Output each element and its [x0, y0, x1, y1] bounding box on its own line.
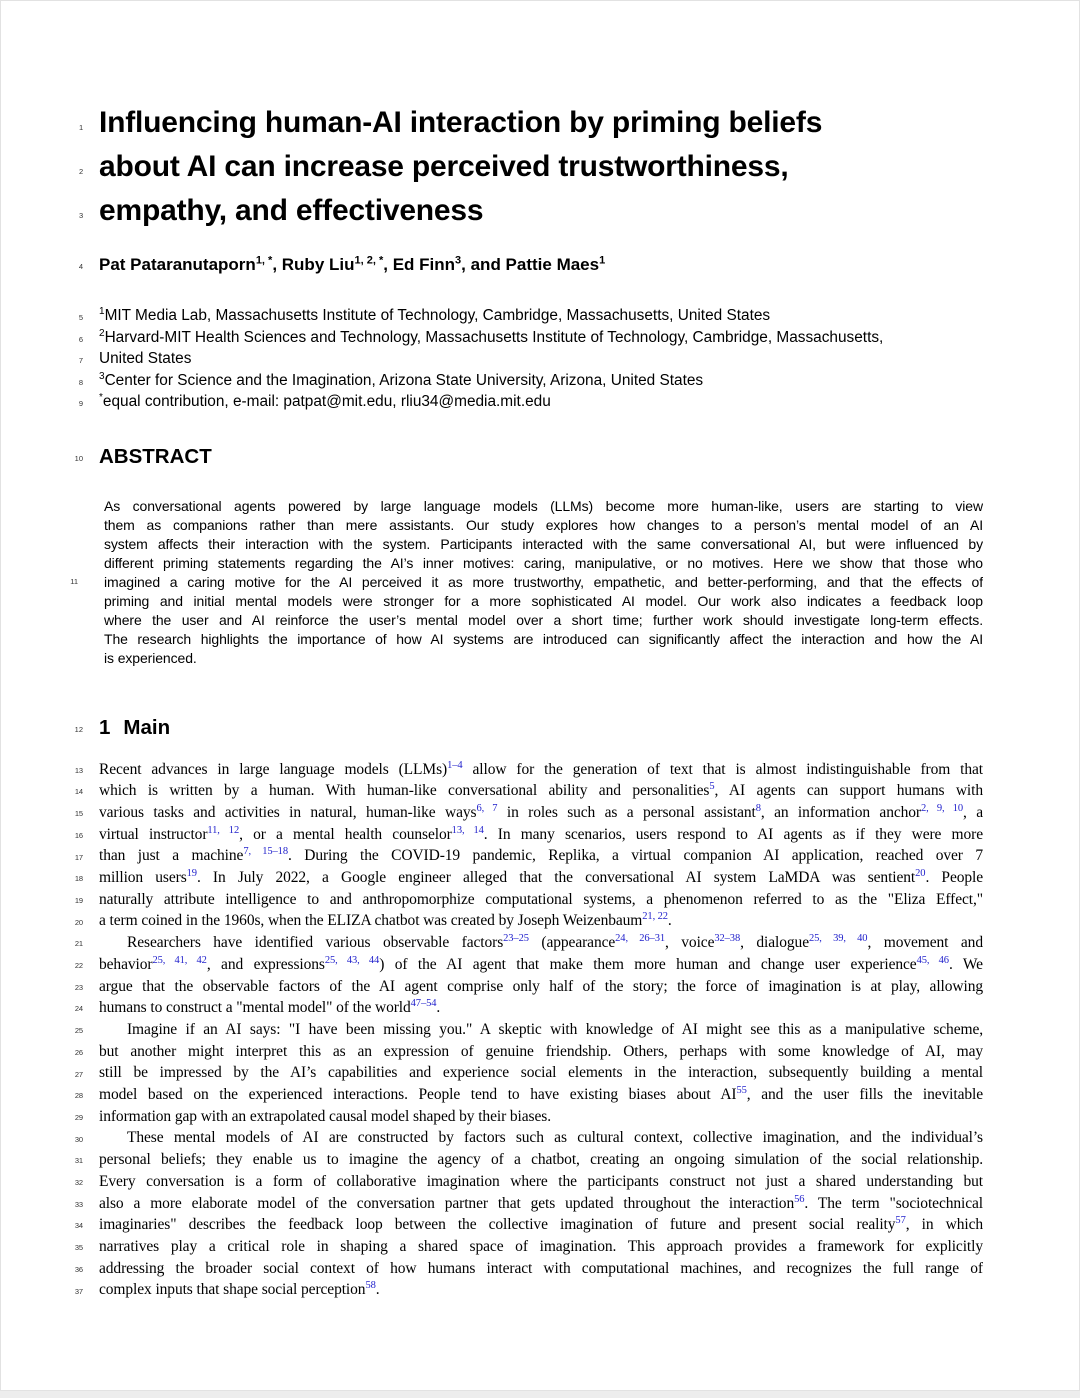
body-line — [74, 1127, 983, 1149]
citation-ref[interactable]: 47–54 — [410, 998, 437, 1010]
line-number: 4 — [78, 261, 83, 271]
line-number: 35 — [74, 1243, 83, 1253]
line-number: 7 — [78, 356, 83, 365]
body-line-text: virtual instructor$^{11, 12}$, or a mental health counselor$^{13, 14}$. In many scenarios, users respond to AI agents as if they were more — [99, 824, 983, 843]
affiliation-line — [78, 370, 983, 392]
line-number: 12 — [74, 725, 83, 734]
body-line — [74, 997, 983, 1019]
line-number: 36 — [74, 1264, 83, 1274]
citation-ref[interactable]: 21, 22 — [642, 911, 668, 923]
body-line-text: narratives play a critical role in shaping a shared space of imagination. This approach provides a framework for explicitly — [99, 1237, 983, 1255]
body-line — [74, 867, 983, 889]
body-line — [74, 802, 983, 824]
body-line — [74, 1279, 983, 1301]
body-line-text: behavior$^{25, 41, 42}$, and expressions$^{25, 43, 44}$) of the AI agent that make them more human and change user experience$^{45, 46}$. We — [99, 954, 983, 973]
line-number: 28 — [74, 1091, 83, 1101]
line-number: 9 — [78, 399, 83, 408]
body-line — [74, 759, 983, 781]
body-line — [74, 1041, 983, 1063]
body-line — [74, 1193, 983, 1215]
line-number: 23 — [74, 982, 83, 992]
citation-ref[interactable]: 6, 7 — [476, 802, 498, 814]
section-heading-text — [99, 716, 983, 740]
body-line — [74, 1214, 983, 1236]
line-number: 24 — [74, 1004, 83, 1014]
title-text: empathy, and effectiveness — [99, 194, 484, 227]
line-number: 19 — [74, 895, 83, 905]
body-line-text: which is written by a human. With human-like conversational ability and personalities$^5$, AI agents can support humans with — [99, 781, 983, 800]
body-line-text: personal beliefs; they enable us to imagine the agency of a chatbot, creating an ongoing simulation of the social relationship. — [99, 1151, 983, 1169]
line-number: 1 — [79, 122, 83, 132]
body-line-text: addressing the broader social context of how humans interact with computational machines, and recognizes the full range of — [99, 1259, 983, 1277]
citation-ref[interactable]: 1–4 — [447, 759, 463, 771]
citation-ref[interactable]: 5 — [709, 781, 715, 793]
body-line-text: complex inputs that shape social perception$^{58}$. — [99, 1280, 380, 1299]
body-line — [74, 1062, 983, 1084]
abstract-line: is experienced. — [104, 649, 197, 666]
line-number: 14 — [74, 787, 83, 797]
body-line-text: million users$^{19}$. In July 2022, a Google engineer alleged that the conversational AI system LaMDA was sentient$^{20}$. People — [99, 867, 983, 887]
body-line — [74, 976, 983, 998]
body-line-text: Imagine if an AI says: "I have been missing you." A skeptic with knowledge of AI might see this as a manipulative scheme, — [127, 1020, 983, 1038]
title-text: Influencing human-AI interaction by priming beliefs — [99, 106, 823, 139]
abstract-line: imagined a caring motive for the AI perceived it as more trustworthy, empathetic, and better-performing, and that the effects of — [104, 573, 983, 590]
citation-ref[interactable]: 55 — [736, 1084, 747, 1096]
affiliation-line — [78, 348, 983, 370]
line-number: 22 — [74, 961, 83, 971]
section-title: Main — [123, 715, 171, 739]
body-line — [74, 1149, 983, 1171]
citation-ref[interactable]: 20 — [915, 867, 926, 879]
abstract-line: priming and initial mental models were stronger for a more sophisticated AI model. Our work also indicates a feedback loop — [104, 592, 983, 609]
abstract-line: where the user and AI reinforce the user’s mental model over a short time; further work should investigate long-term effects. — [104, 611, 983, 628]
line-number: 3 — [79, 210, 83, 220]
body-line — [74, 1084, 983, 1106]
affiliation-text: *equal contribution, e-mail: patpat@mit.edu, rliu34@media.mit.edu — [99, 391, 551, 410]
affiliation-text: $^1$MIT Media Lab, Massachusetts Institute of Technology, Cambridge, Massachusetts, United States — [99, 305, 771, 324]
affiliation-text: $^3$Center for Science and the Imagination, Arizona State University, Arizona, United States — [99, 370, 704, 389]
affiliation-line — [78, 327, 983, 349]
body-line-text: but another might interpret this as an expression of genuine friendship. Others, perhaps with some knowledge of AI, may — [99, 1042, 983, 1060]
body-line — [74, 932, 983, 954]
citation-ref[interactable]: 8 — [755, 802, 761, 814]
paper-title — [79, 101, 983, 233]
citation-ref[interactable]: 19 — [186, 867, 197, 879]
paper-content — [70, 1, 983, 1301]
citation-ref[interactable]: 2, 9, 10 — [921, 802, 963, 814]
affiliation-marker: * — [99, 391, 103, 403]
body-line-text: information gap with an extrapolated causal model shaped by their biases. — [99, 1107, 551, 1125]
affiliation-text: United States — [99, 350, 192, 367]
body-line — [74, 1019, 983, 1041]
line-number: 17 — [74, 852, 83, 862]
abstract-paragraph — [70, 497, 983, 668]
abstract-line: As conversational agents powered by large language models (LLMs) become more human-like, users are starting to view — [104, 497, 983, 514]
abstract-line: different priming statements regarding the AI’s inner motives: caring, manipulative, or no motives. Here we show that those who — [104, 554, 983, 571]
body-line — [74, 954, 983, 976]
line-number: 32 — [74, 1178, 83, 1188]
abstract-heading — [74, 444, 983, 469]
abstract-line: system affects their interaction with the system. Participants interacted with the same conversational AI, but were influenced by — [104, 535, 983, 552]
author-affiliation-marker: 1, * — [255, 254, 273, 267]
line-number: 16 — [74, 830, 83, 840]
line-number: 2 — [79, 166, 83, 176]
body-line-text: Researchers have identified various observable factors$^{23-25}$ (appearance$^{24, 26-31}$, voice$^{32-38}$, dialogue$^{25, 39, 40}$, movement and — [127, 932, 983, 952]
line-number: 21 — [74, 939, 83, 949]
affiliation-marker: 3 — [99, 370, 105, 382]
body-line-text: also a more elaborate model of the conversation partner that gets updated throughout the interaction$^{56}$. The term "sociotechnical — [99, 1193, 983, 1212]
citation-ref[interactable]: 56 — [794, 1193, 805, 1205]
line-number: 33 — [74, 1199, 83, 1209]
body-line-text: naturally attribute intelligence to and anthropomorphize computational systems, a phenomenon referred to as the "Eliza Effect," — [99, 890, 983, 908]
author-affiliation-marker: 3 — [455, 254, 462, 267]
title-text: about AI can increase perceived trustworthiness, — [99, 150, 789, 183]
line-number: 5 — [78, 313, 83, 322]
citation-ref[interactable]: 32–38 — [714, 932, 741, 944]
body-line — [74, 780, 983, 802]
citation-ref[interactable]: 25, 39, 40 — [808, 932, 868, 944]
body-line — [74, 889, 983, 911]
author-line — [78, 253, 983, 276]
affiliation-marker: 1 — [99, 305, 105, 317]
body-line — [74, 1258, 983, 1280]
body-line — [74, 1171, 983, 1193]
line-number: 15 — [74, 809, 83, 819]
abstract-text — [104, 497, 983, 668]
author-affiliation-marker: 1, 2, * — [354, 254, 384, 267]
line-number: 31 — [74, 1156, 83, 1166]
section-number: 1 — [99, 715, 111, 739]
line-number: 10 — [74, 454, 83, 463]
citation-ref[interactable]: 25, 43, 44 — [324, 954, 380, 966]
abstract-heading-label: ABSTRACT — [99, 444, 212, 468]
citation-ref[interactable]: 45, 46 — [916, 954, 949, 966]
body-line — [74, 1236, 983, 1258]
line-number: 37 — [74, 1286, 83, 1296]
affiliation-line — [78, 305, 983, 327]
affiliation-marker: 2 — [99, 327, 105, 339]
body-line — [74, 1106, 983, 1128]
section-body — [74, 759, 983, 1302]
citation-ref[interactable]: 24, 26–31 — [615, 932, 665, 944]
line-number: 8 — [78, 377, 83, 387]
line-number: 20 — [74, 917, 83, 927]
title-line — [79, 189, 983, 233]
line-number: 13 — [74, 765, 83, 775]
body-line-text: than just a machine$^{7, 15-18}$. During the COVID-19 pandemic, Replika, a virtual companion AI application, reached over 7 — [99, 846, 983, 865]
line-number: 18 — [74, 874, 83, 884]
body-line-text: humans to construct a "mental model" of the world$^{47-54}$. — [99, 998, 441, 1017]
abstract-line: them as companions rather than mere assistants. Our study explores how changes to a person’s mental model of an AI — [104, 516, 983, 533]
affiliations — [78, 305, 983, 413]
line-number: 25 — [74, 1026, 83, 1036]
citation-ref[interactable]: 7, 15–18 — [243, 846, 288, 858]
line-number: 29 — [74, 1112, 83, 1122]
body-line — [74, 845, 983, 867]
line-number: 26 — [74, 1047, 83, 1057]
author-affiliation-marker: 1 — [599, 254, 606, 267]
body-line-text: Recent advances in large language models (LLMs)$^{1-4}$ allow for the generation of text that is almost indistinguishable from that — [99, 759, 983, 778]
title-line — [79, 101, 983, 145]
body-line — [74, 824, 983, 846]
line-number: 11 — [70, 577, 78, 586]
body-line-text: argue that the observable factors of the AI agent comprise only half of the story; the force of imagination is at play, allowing — [99, 977, 983, 995]
body-line — [74, 910, 983, 932]
citation-ref[interactable]: 23–25 — [503, 932, 529, 944]
line-number: 6 — [78, 334, 83, 344]
author-list — [78, 253, 983, 276]
abstract-line: The research highlights the importance of how AI systems are introduced can significantly affect the interaction and how the AI — [104, 630, 983, 647]
citation-ref[interactable]: 25, 41, 42 — [152, 954, 207, 966]
citation-ref[interactable]: 11, 12 — [207, 824, 240, 836]
citation-ref[interactable]: 57 — [895, 1215, 906, 1227]
affiliation-line — [78, 391, 983, 413]
citation-ref[interactable]: 58 — [365, 1280, 376, 1292]
line-number: 30 — [74, 1134, 83, 1144]
body-line-text: various tasks and activities in natural, human-like ways$^{6, 7}$ in roles such as a personal assistant$^8$, an information anchor$^{2, 9, 10}$, a — [99, 802, 983, 821]
affiliation-text: $^2$Harvard-MIT Health Sciences and Technology, Massachusetts Institute of Technology, Cambridge, Massachusetts, — [99, 327, 884, 346]
body-line-text: These mental models of AI are constructed by factors such as cultural context, collective imagination, and the individual’s — [127, 1129, 983, 1147]
body-line-text: imaginaries" describes the feedback loop between the collective imagination of future and present social reality$^{57}$, in which — [99, 1215, 983, 1234]
section-heading-main — [74, 715, 983, 740]
line-number: 27 — [74, 1069, 83, 1079]
citation-ref[interactable]: 13, 14 — [451, 824, 484, 836]
body-line-text: a term coined in the 1960s, when the ELIZA chatbot was created by Joseph Weizenbaum$^{21, 22}$. — [99, 911, 672, 930]
title-line — [79, 145, 983, 189]
line-number: 34 — [74, 1221, 83, 1231]
body-line-text: still be impressed by the AI’s capabilities and experience social elements in the interaction, subsequently building a mental — [99, 1064, 983, 1082]
author-names: Pat Pataranutaporn$^{1, *}$, Ruby Liu$^{1, 2, *}$, Ed Finn$^3$, and Pattie Maes$^1$ — [99, 254, 606, 274]
body-line-text: Every conversation is a form of collaborative imagination where the participants construct not just a shared understanding but — [99, 1172, 983, 1190]
body-line-text: model based on the experienced interactions. People tend to have existing biases about AI$^{55}$, and the user fills the inevitable — [99, 1084, 983, 1104]
